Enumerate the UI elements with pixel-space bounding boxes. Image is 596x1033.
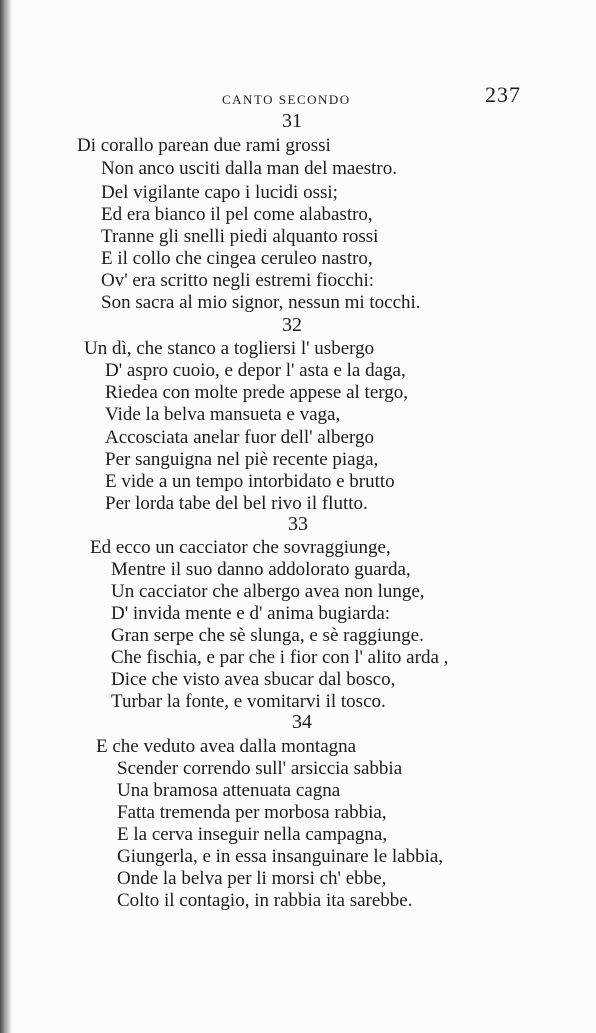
verse-line: Dice che visto avea sbucar dal bosco, [111, 669, 396, 690]
verse-line: Turbar la fonte, e vomitarvi il tosco. [111, 691, 386, 712]
verse-line: Che fischia, e par che i fior con l' alito arda , [111, 647, 449, 668]
verse-line: D' aspro cuoio, e depor l' asta e la daga, [105, 360, 406, 381]
verse-line: Ed era bianco il pel come alabastro, [101, 204, 373, 225]
verse-line: Fatta tremenda per morbosa rabbia, [117, 802, 387, 823]
running-head: CANTO SECONDO [222, 92, 351, 107]
verse-line: Son sacra al mio signor, nessun mi tocchi. [101, 292, 421, 313]
stanza-number: 32 [282, 314, 302, 336]
verse-line: E che veduto avea dalla montagna [96, 736, 357, 757]
verse-line: Ed ecco un cacciator che sovraggiunge, [90, 537, 391, 558]
verse-line: Un dì, che stanco a togliersi l' usbergo [84, 338, 375, 359]
page-number: 237 [485, 82, 521, 107]
verse-line: Tranne gli snelli piedi alquanto rossi [101, 226, 379, 247]
verse-line: Ov' era scritto negli estremi fiocchi: [101, 270, 375, 291]
verse-line: Accosciata anelar fuor dell' albergo [105, 427, 374, 448]
verse-line: Non anco usciti dalla man del maestro. [101, 158, 397, 179]
stanza-number: 34 [292, 711, 312, 733]
verse-line: Scender correndo sull' arsiccia sabbia [117, 758, 403, 779]
verse-line: Una bramosa attenuata cagna [117, 780, 341, 801]
verse-line: Gran serpe che sè slunga, e sè raggiunge. [111, 625, 424, 646]
verse-line: E il collo che cingea ceruleo nastro, [101, 248, 373, 269]
verse-line: Del vigilante capo i lucidi ossi; [101, 182, 338, 203]
verse-line: Per lorda tabe del bel rivo il flutto. [105, 493, 368, 514]
verse-line: Mentre il suo danno addolorato guarda, [111, 559, 411, 580]
binding-shadow [0, 0, 12, 1033]
verse-line: Per sanguigna nel piè recente piaga, [105, 449, 379, 470]
verse-line: D' invida mente e d' anima bugiarda: [111, 603, 391, 624]
verse-line: Vide la belva mansueta e vaga, [105, 404, 341, 425]
stanza-number: 31 [282, 110, 302, 132]
verse-line: Un cacciator che albergo avea non lunge, [111, 581, 425, 602]
stanza-number: 33 [288, 513, 308, 535]
verse-line: Onde la belva per li morsi ch' ebbe, [117, 868, 387, 889]
verse-line: E vide a un tempo intorbidato e brutto [105, 471, 395, 492]
verse-line: Riedea con molte prede appese al tergo, [105, 382, 408, 403]
verse-line: Di corallo parean due rami grossi [77, 135, 331, 156]
verse-line: Giungerla, e in essa insanguinare le labbia, [117, 846, 444, 867]
verse-line: Colto il contagio, in rabbia ita sarebbe. [117, 890, 413, 911]
verse-line: E la cerva inseguir nella campagna, [117, 824, 388, 845]
